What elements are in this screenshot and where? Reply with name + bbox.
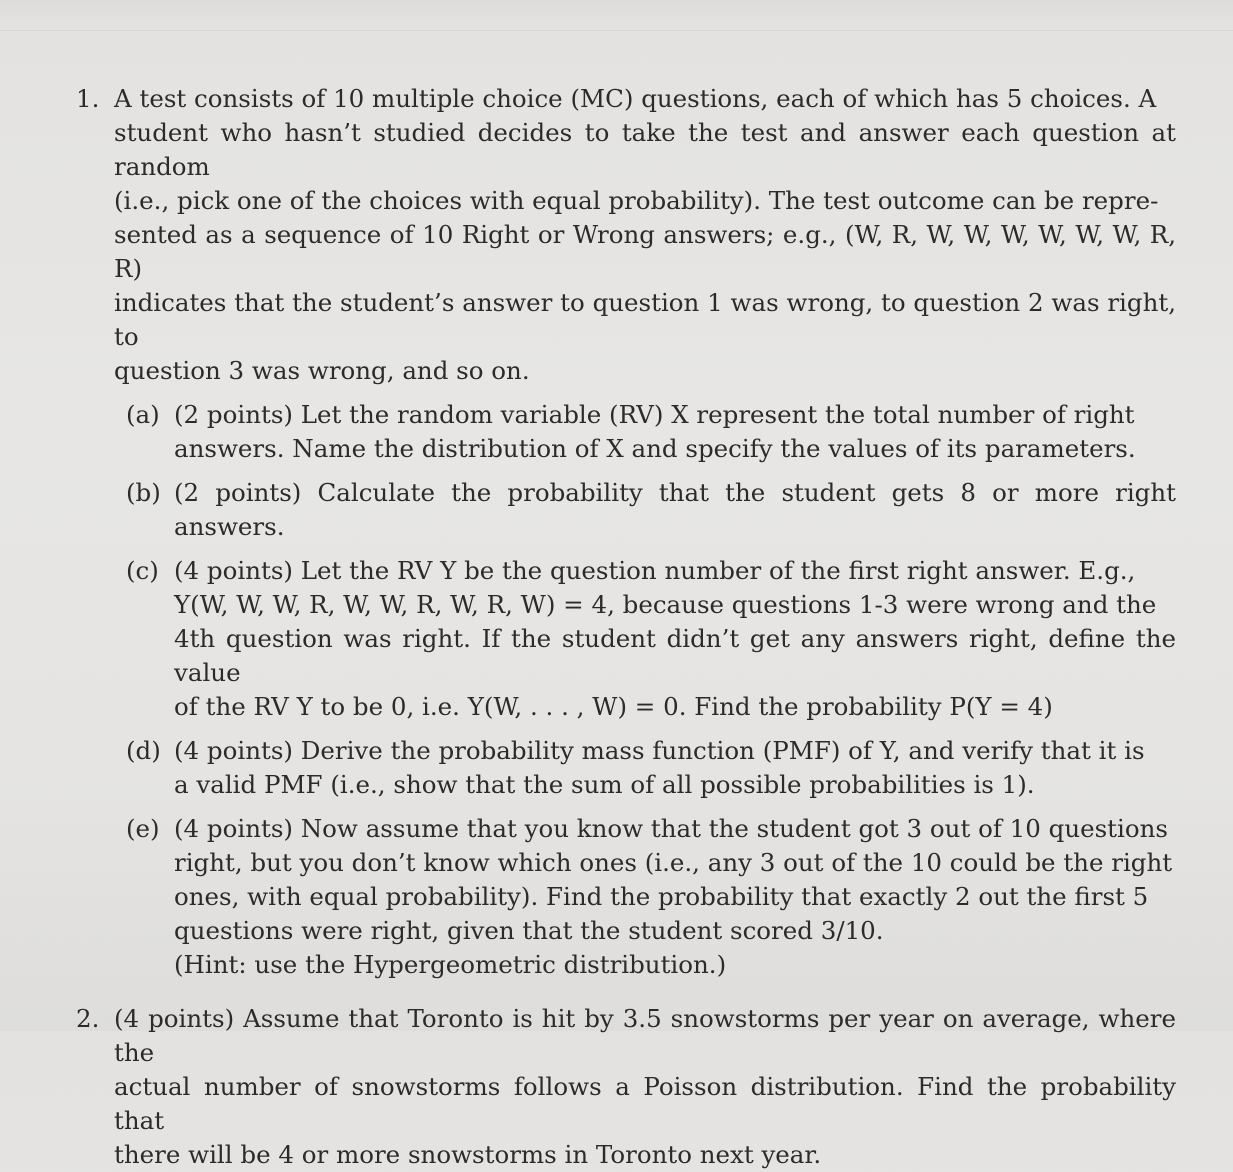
statement-line: there will be 4 or more snowstorms in Toronto next year.: [114, 1140, 822, 1169]
subpart-c: [126, 554, 1176, 724]
subpart-line: 4th question was right. If the student didn’t get any answers right, define the value: [174, 624, 1176, 687]
subpart-line: (2 points) Calculate the probability that the student gets 8 or more right answers.: [174, 478, 1176, 541]
subpart-e: [126, 812, 1176, 982]
subpart-label: (e): [126, 814, 160, 843]
subpart-line: of the RV Y to be 0, i.e. Y(W, . . . , W) = 0. Find the probability P(Y = 4): [174, 692, 1053, 721]
subpart-line: (4 points) Now assume that you know that the student got 3 out of 10 questions: [174, 814, 1168, 843]
statement-line: sented as a sequence of 10 Right or Wrong answers; e.g., (W, R, W, W, W, W, W, W, R, R): [114, 220, 1176, 283]
problem-number: 1.: [76, 84, 100, 113]
statement-line: (4 points) Assume that Toronto is hit by 3.5 snowstorms per year on average, where the: [114, 1004, 1176, 1067]
subpart-b: [126, 476, 1176, 544]
subpart-label: (b): [126, 478, 161, 507]
problem-1: [76, 82, 1176, 982]
statement-line: question 3 was wrong, and so on.: [114, 356, 530, 385]
subpart-line: questions were right, given that the student scored 3/10.: [174, 916, 884, 945]
problem-2: [76, 1002, 1176, 1172]
problem-statement: [114, 82, 1176, 388]
subpart-a: [126, 398, 1176, 466]
statement-line: indicates that the student’s answer to question 1 was wrong, to question 2 was right, to: [114, 288, 1176, 351]
subparts-list: [114, 398, 1176, 982]
subpart-d: [126, 734, 1176, 802]
subpart-label: (d): [126, 736, 161, 765]
subpart-line: (4 points) Derive the probability mass function (PMF) of Y, and verify that it is: [174, 736, 1145, 765]
problem-statement: [114, 1002, 1176, 1172]
statement-line: actual number of snowstorms follows a Poisson distribution. Find the probability that: [114, 1072, 1176, 1135]
statement-line: A test consists of 10 multiple choice (MC) questions, each of which has 5 choices. A: [114, 84, 1157, 113]
subpart-line: Y(W, W, W, R, W, W, R, W, R, W) = 4, because questions 1-3 were wrong and the: [174, 590, 1157, 619]
subpart-label: (c): [126, 556, 159, 585]
subpart-line: (Hint: use the Hypergeometric distribution.): [174, 950, 727, 979]
statement-line: (i.e., pick one of the choices with equal probability). The test outcome can be repre-: [114, 186, 1159, 215]
subpart-line: (2 points) Let the random variable (RV) X represent the total number of right: [174, 400, 1135, 429]
subpart-label: (a): [126, 400, 160, 429]
subpart-line: right, but you don’t know which ones (i.e., any 3 out of the 10 could be the right: [174, 848, 1173, 877]
page-top-edge: [0, 0, 1233, 31]
subpart-line: answers. Name the distribution of X and specify the values of its parameters.: [174, 434, 1136, 463]
statement-line: student who hasn’t studied decides to take the test and answer each question at random: [114, 118, 1176, 181]
problem-sheet: [76, 82, 1176, 1172]
problem-number: 2.: [76, 1004, 100, 1033]
subpart-line: a valid PMF (i.e., show that the sum of all possible probabilities is 1).: [174, 770, 1035, 799]
subpart-line: (4 points) Let the RV Y be the question number of the first right answer. E.g.,: [174, 556, 1136, 585]
subpart-line: ones, with equal probability). Find the probability that exactly 2 out the first 5: [174, 882, 1149, 911]
